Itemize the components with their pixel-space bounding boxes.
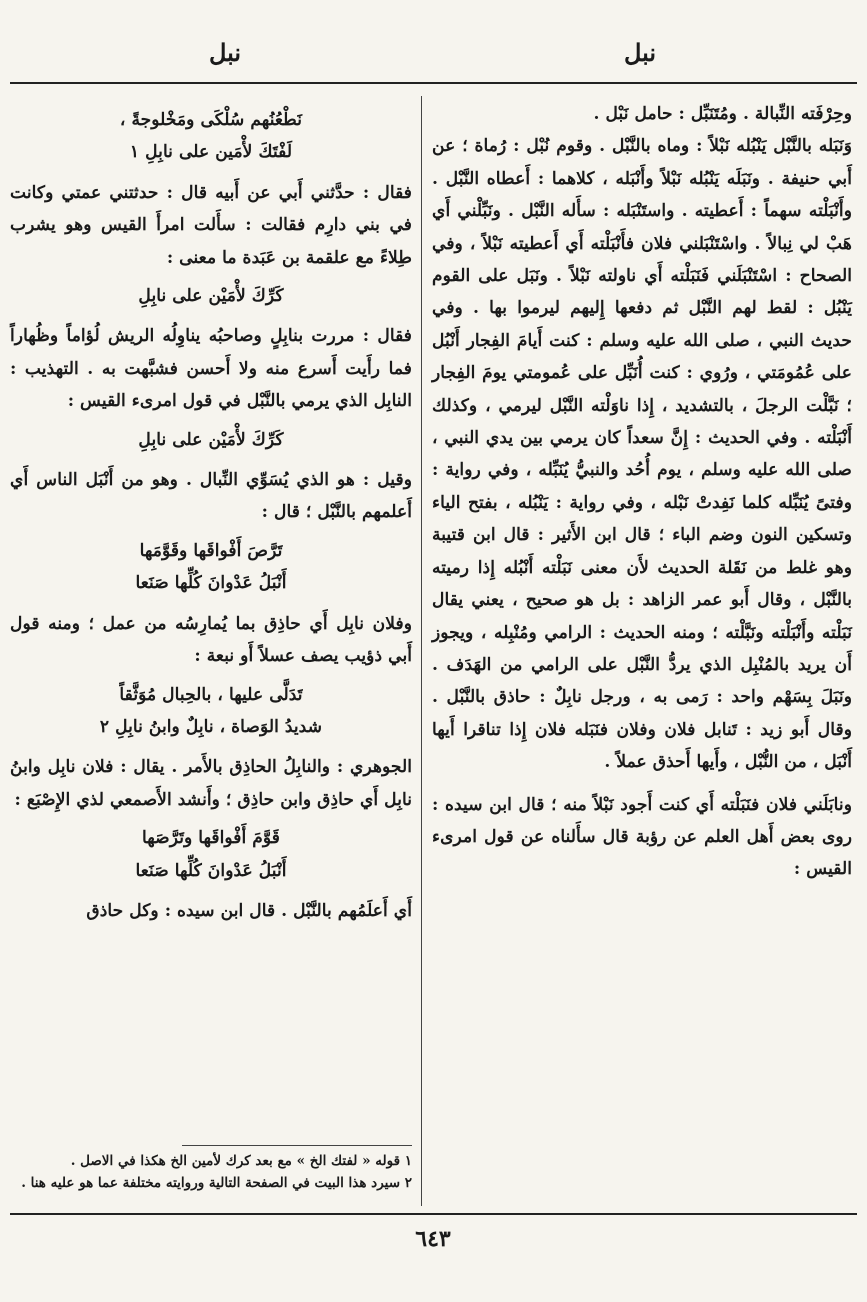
- verse-line: لَفْتَكَ لأْمَين على نابِلِ ١: [129, 142, 293, 163]
- verse-line: أَنْبَلُ عَدْوانَ كُلِّها صَنَعا: [135, 860, 287, 881]
- footer-rule: [10, 1213, 857, 1215]
- footnotes: [10, 1145, 412, 1194]
- verse-line: أَنْبَلُ عَدْوانَ كُلِّها صَنَعا: [135, 573, 287, 594]
- header-rule: [10, 82, 857, 84]
- page-header: [0, 38, 867, 78]
- verse-line: قَوَّمَ أَفْواقَها وتَرَّصَها: [141, 828, 281, 849]
- verse: [10, 822, 412, 887]
- paragraph: وَنَبَله بالنَّبْل يَنْبُله نَبْلاً : وماه بالنَّبْل . وقوم نُبْل : رُماة ؛ عن أَبي حنيفة . ونَبَلَه يَنْبُله نَبْلاً وأَنْبَله ، كلاهما : أَعطاه النَّبْل . وأَنْبَلْته سهماً : أَعطيته . واستَنْبَله : سأَله النَّبْل . ونَبِّلْني أَي هَبْ لي نِبالاً . واسْتَنْبَلني فلان فأَنْبَلْته أَي أَعطيته نَبْلاً ، وفي الصحاح : اسْتَنْبَلَني فَنَبَلْته أَي ناولته نَبْلاً . ونَبَل على القوم يَنْبُل : لقط لهم النَّبْل ثم دفعها إِليهم ليرموا بها . وفي حديث النبي ، صلى الله عليه وسلم : كنت أَيامَ الفِجار أَنْبُل على عُمُومَتي ، ورُوي : كنت أُنَبِّل على عُمومتي يومَ الفِجار ؛ نَبَّلْت الرجلَ ، بالتشديد ، إِذا ناوَلْته النَّبْل ليرمي ، وكذلك أَنْبَلْته . وفي الحديث : إِنَّ سعداً كان يرمي بين يدي النبي ، صلى الله عليه وسلم ، يوم أُحُد والنبيُّ يُنَبِّله ، وفي رواية : وفتىً يُنَبِّله كلما نَفِدتْ نَبْله ، وفي رواية : يَنْبُله ، بفتح الياء وتسكين النون وضم الباء ؛ قال ابن الأَثير : قال ابن قتيبة وهو غلط من نَقَلة الحديث لأَن معنى نَبَلْته أَنْبُله إِذا رميته بالنَّبْل ، وقال أَبو عمر الزاهد : بل هو صحيح ، يعني يقال نَبَلْته وأَنْبَلْته ونَبَّلْته ؛ ومنه الحديث : الرامي ومُنْبِله ، ويجوز أَن يريد بالمُنْبِل الذي يردُّ النَّبْل على الرامي من الهَدَف . ونَبَلَ بِسَهْم واحد : رَمى به ، ورجل نابِلٌ : حاذق بالنَّبْل . وقال أَبو زيد : تَنابل فلان وفلان فنَبَله فلان إِذا تناقرا أَيها أَنْبَل ، من النُّبْل ، وأَيها أَحذق عملاً .: [432, 136, 852, 773]
- footnote: ٢ سيرد هذا البيت في الصفحة التالية وروايته مختلفة عما هو عليه هنا .: [21, 1175, 412, 1191]
- paragraph: أَي أَعلَمُهم بالنَّبْل . قال ابن سيده : وكل حاذق: [86, 900, 412, 921]
- right-column: [432, 98, 852, 886]
- paragraph: الجوهري : والنابِلُ الحاذِق بالأَمر . يقال : فلان نابِل وابنُ نابِل أَي حاذِق وابن حاذِق ؛ وأَنشد الأَصمعي لذي الإِصْبَع :: [10, 757, 412, 810]
- paragraph: فقال : حدَّثني أَبي عن أَبيه قال : حدثتني عمتي وكانت في بني دارِم فقالت : سأَلت امرأَ القيس وهو يشرب طِلاءً مع علقمة بن عَبَدة ما معنى :: [10, 182, 412, 268]
- verse: [10, 679, 412, 744]
- paragraph: وقيل : هو الذي يُسَوِّي النِّبال . وهو من أَنْبَل الناس أَي أَعلمهم بالنَّبْل ؛ قال :: [10, 470, 412, 523]
- footnote-rule: [182, 1145, 412, 1146]
- paragraph: فقال : مررت بنابِلٍ وصاحبُه يناوِلُه الريش لُؤاماً وظُهاراً فما رأَيت أَسرع منه ولا أَحسن فشبَّهت به . التهذيب : النابِل الذي يرمي بالنَّبْل في قول امرىء القيس :: [10, 326, 412, 412]
- verse-line: شديدُ الوَصاة ، نابِلٌ وابنُ نابِلِ ٢: [99, 716, 323, 737]
- verse: [10, 280, 412, 312]
- paragraph: ونابَلَني فلان فنَبَلْته أَي كنت أَجود نَبْلاً منه ؛ قال ابن سيده : روى بعض أَهل العلم عن رؤبة قال سأَلناه عن قول امرىء القيس :: [432, 794, 852, 880]
- column-divider: [421, 96, 422, 1206]
- verse-line: نَطْعُنُهم سُلْكَى ومَخْلوجةً ،: [119, 110, 303, 130]
- header-word-right: نبل: [623, 38, 657, 67]
- verse: [10, 104, 412, 169]
- paragraph: وحِرْفَته النِّبالة . ومُتَنَبِّل : حامل نَبْل .: [593, 104, 852, 124]
- footnote: ١ قوله « لفتك الخ » مع بعد كرك لأمين الخ هكذا في الاصل .: [70, 1153, 412, 1169]
- verse-line: تَرَّصَ أَفْواقَها وقَوَّمَها: [139, 540, 283, 561]
- verse: [10, 424, 412, 456]
- verse: [10, 535, 412, 600]
- verse-line: كَرِّكَ لأْمَيْن على نابِلِ: [138, 429, 284, 450]
- verse-line: تَدَلَّى عليها ، بالحِبال مُوَثَّقاً: [119, 684, 303, 705]
- verse-line: كَرِّكَ لأْمَيْن على نابِلِ: [138, 286, 284, 307]
- paragraph: وفلان نابِل أَي حاذِق بما يُمارِسُه من عمل ؛ ومنه قول أَبي ذؤيب يصف عسلاً أَو نبعة :: [10, 613, 412, 667]
- left-column: [10, 98, 412, 927]
- page-number: ٦٤٣: [415, 1226, 451, 1252]
- header-word-left: نبل: [208, 38, 242, 67]
